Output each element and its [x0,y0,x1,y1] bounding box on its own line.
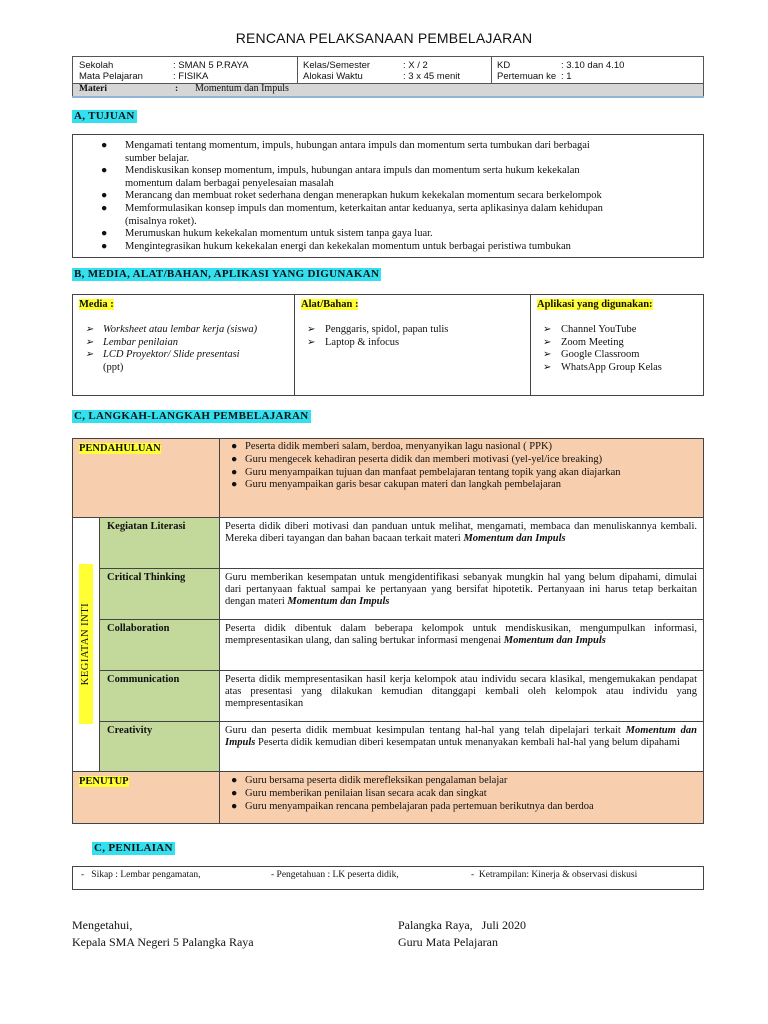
aplikasi-column [531,295,703,395]
collab-label: Collaboration [107,623,170,634]
pendahuluan-item: ● Guru mengecek kehadiran peserta didik dan memberi motivasi (yel-yel/ice breaking) [231,453,603,465]
alat-head: Alat/Bahan : [301,299,359,310]
pertemuan-value: : 1 [561,71,572,82]
creat-label: Creativity [107,725,153,736]
critical-text: Guru memberikan kesempatan untuk mengidentifikasi sebanyak mungkin hal yang belum dipahami, dimulai dari pertanyaan faktual sampai ke pertanyaan yang bersifat hipotetik. Pertanyaan ini harus tetap berkaitan dengan materi Momentum dan Impuls [225,572,697,607]
pendahuluan-item: ● Peserta didik memberi salam, berdoa, menyanyikan lagu nasional ( PPK) [231,441,553,452]
alokasi-value: : 3 x 45 menit [403,71,461,82]
materi-colon: : [175,84,179,94]
section-media-title: B, MEDIA, ALAT/BAHAN, APLIKASI YANG DIGUNAKAN [74,268,380,280]
literasi-label-cell [100,518,219,568]
langkah-table [72,438,704,824]
creat-label-cell [100,722,219,771]
aplikasi-item: ➢ Google Classroom [543,349,640,360]
penutup-item: ● Guru memberikan penilaian lisan secara acak dan singkat [231,787,487,799]
media-item: ➢ Lembar penilaian [85,336,178,348]
tujuan-item-cont: momentum dalam berbagai penyelesaian masalah [125,177,334,189]
sekolah-label: Sekolah [79,60,114,71]
inti-side [73,518,99,771]
inti-label: KEGIATAN INTI [80,602,91,686]
media-item: ➢ Worksheet atau lembar kerja (siswa) [85,324,258,335]
media-item: ➢ LCD Proyektor/ Slide presentasi [85,349,240,360]
alat-item: ➢ Laptop & infocus [307,336,400,348]
footer-left-1: Mengetahui, [72,918,133,932]
penilaian-pengetahuan: - Pengetahuan : LK peserta didik, [271,870,399,880]
identity-table [72,56,704,96]
media-head: Media : [79,299,114,310]
media-column [73,295,295,395]
penutup-row [73,772,703,823]
kelas-label: Kelas/Semester [303,60,371,71]
sekolah-value: : SMAN 5 P.RAYA [173,60,249,71]
tujuan-item: ● Merancang dan membuat roket sederhana dengan menerapkan hukum kekekalan momentum secara berkelompok [101,190,602,202]
penutup-label: PENUTUP [79,776,129,787]
penutup-item: ● Guru bersama peserta didik merefleksikan pengalaman belajar [231,775,508,786]
alat-column [295,295,531,395]
literasi-text: Peserta didik diberi motivasi dan panduan untuk melihat, mengamati, membaca dan menuliskannya kembali. Mereka diberi tayangan dan bahan bacaan terkait materi Momentum dan Impuls [225,521,697,544]
footer-right-1: Palangka Raya, Juli 2020 [398,918,526,932]
section-tujuan-title: A, TUJUAN [74,110,135,122]
footer-left-2: Kepala SMA Negeri 5 Palangka Raya [72,935,254,949]
media-item-cont: (ppt) [103,361,124,373]
media-table [72,294,704,396]
critical-label-cell [100,569,219,619]
aplikasi-item: ➢ WhatsApp Group Kelas [543,361,662,373]
mapel-label: Mata Pelajaran [79,71,143,82]
aplikasi-head: Aplikasi yang digunakan: [537,299,653,310]
alat-item: ➢ Penggaris, spidol, papan tulis [307,324,449,335]
tujuan-item-cont: (misalnya roket). [125,215,197,227]
comm-text: Peserta didik mempresentasikan hasil kerja kelompok atau individu secara klasikal, mengemukakan pendapat atas presentasi yang dilakukan kemudian ditanggapi kembali oleh kelompok atau individu yang mempresentasikan [225,674,697,709]
pendahuluan-row [73,439,703,517]
materi-label: Materi [79,84,107,94]
penilaian-box [72,866,704,890]
tujuan-box [72,134,704,258]
tujuan-item: ● Memformulasikan konsep impuls dan momentum, keterkaitan antar keduanya, serta aplikasinya dalam kehidupan [101,202,603,214]
penilaian-sikap: - Sikap : Lembar pengamatan, [81,870,201,880]
comm-label: Communication [107,674,180,685]
tujuan-item: ● Mengamati tentang momentum, impuls, hubungan antara impuls dan momentum serta tumbukan dari berbagai [101,140,590,151]
footer-right-2: Guru Mata Pelajaran [398,935,498,949]
tujuan-item: ● Merumuskan hukum kekekalan momentum untuk sistem tanpa gaya luar. [101,228,433,240]
kd-label: KD [497,60,511,71]
pendahuluan-item: ● Guru menyampaikan garis besar cakupan materi dan langkah pembelajaran [231,479,562,491]
penutup-item: ● Guru menyampaikan rencana pembelajaran pada pertemuan berikutnya dan berdoa [231,800,594,812]
section-langkah-title: C, LANGKAH-LANGKAH PEMBELAJARAN [74,410,309,422]
materi-row [73,83,703,97]
kd-value: : 3.10 dan 4.10 [561,60,625,71]
section-penilaian-title: C, PENILAIAN [94,842,173,854]
critical-label: Critical Thinking [107,572,186,583]
pendahuluan-label: PENDAHULUAN [79,443,161,454]
page-title: RENCANA PELAKSANAAN PEMBELAJARAN [235,30,533,46]
aplikasi-item: ➢ Channel YouTube [543,324,637,335]
collab-text: Peserta didik dibentuk dalam beberapa kelompok untuk mendiskusikan, mengumpulkan informasi, mempresentasikan ulang, dan saling bertukar informasi mengenai Momentum dan Impuls [225,623,697,646]
tujuan-item-cont: sumber belajar. [125,152,190,164]
mapel-value: : FISIKA [173,71,209,82]
creat-text: Guru dan peserta didik membuat kesimpulan tentang hal-hal yang telah dipelajari terkait Momentum dan Impuls Peserta didik kemudian diberi kesempatan untuk menanyakan kembali hal-hal yang belum dipahami [225,725,697,748]
pendahuluan-item: ● Guru menyampaikan tujuan dan manfaat pembelajaran tentang topik yang akan diajarkan [231,466,621,478]
aplikasi-item: ➢ Zoom Meeting [543,336,624,348]
kelas-value: : X / 2 [403,60,428,71]
pertemuan-label: Pertemuan ke [497,71,557,82]
literasi-label: Kegiatan Literasi [107,521,186,532]
tujuan-item: ● Mengintegrasikan hukum kekekalan energi dan kekekalan momentum untuk berbagai peristiwa tumbukan [101,240,571,252]
collab-label-cell [100,620,219,670]
tujuan-item: ● Mendiskusikan konsep momentum, impuls, hubungan antara impuls dan momentum serta hukum kekekalan [101,165,580,177]
comm-label-cell [100,671,219,721]
materi-value: Momentum dan Impuls [195,83,289,94]
divider [72,96,704,98]
alokasi-label: Alokasi Waktu [303,71,363,82]
penilaian-keterampilan: - Ketrampilan: Kinerja & observasi diskusi [471,870,638,880]
